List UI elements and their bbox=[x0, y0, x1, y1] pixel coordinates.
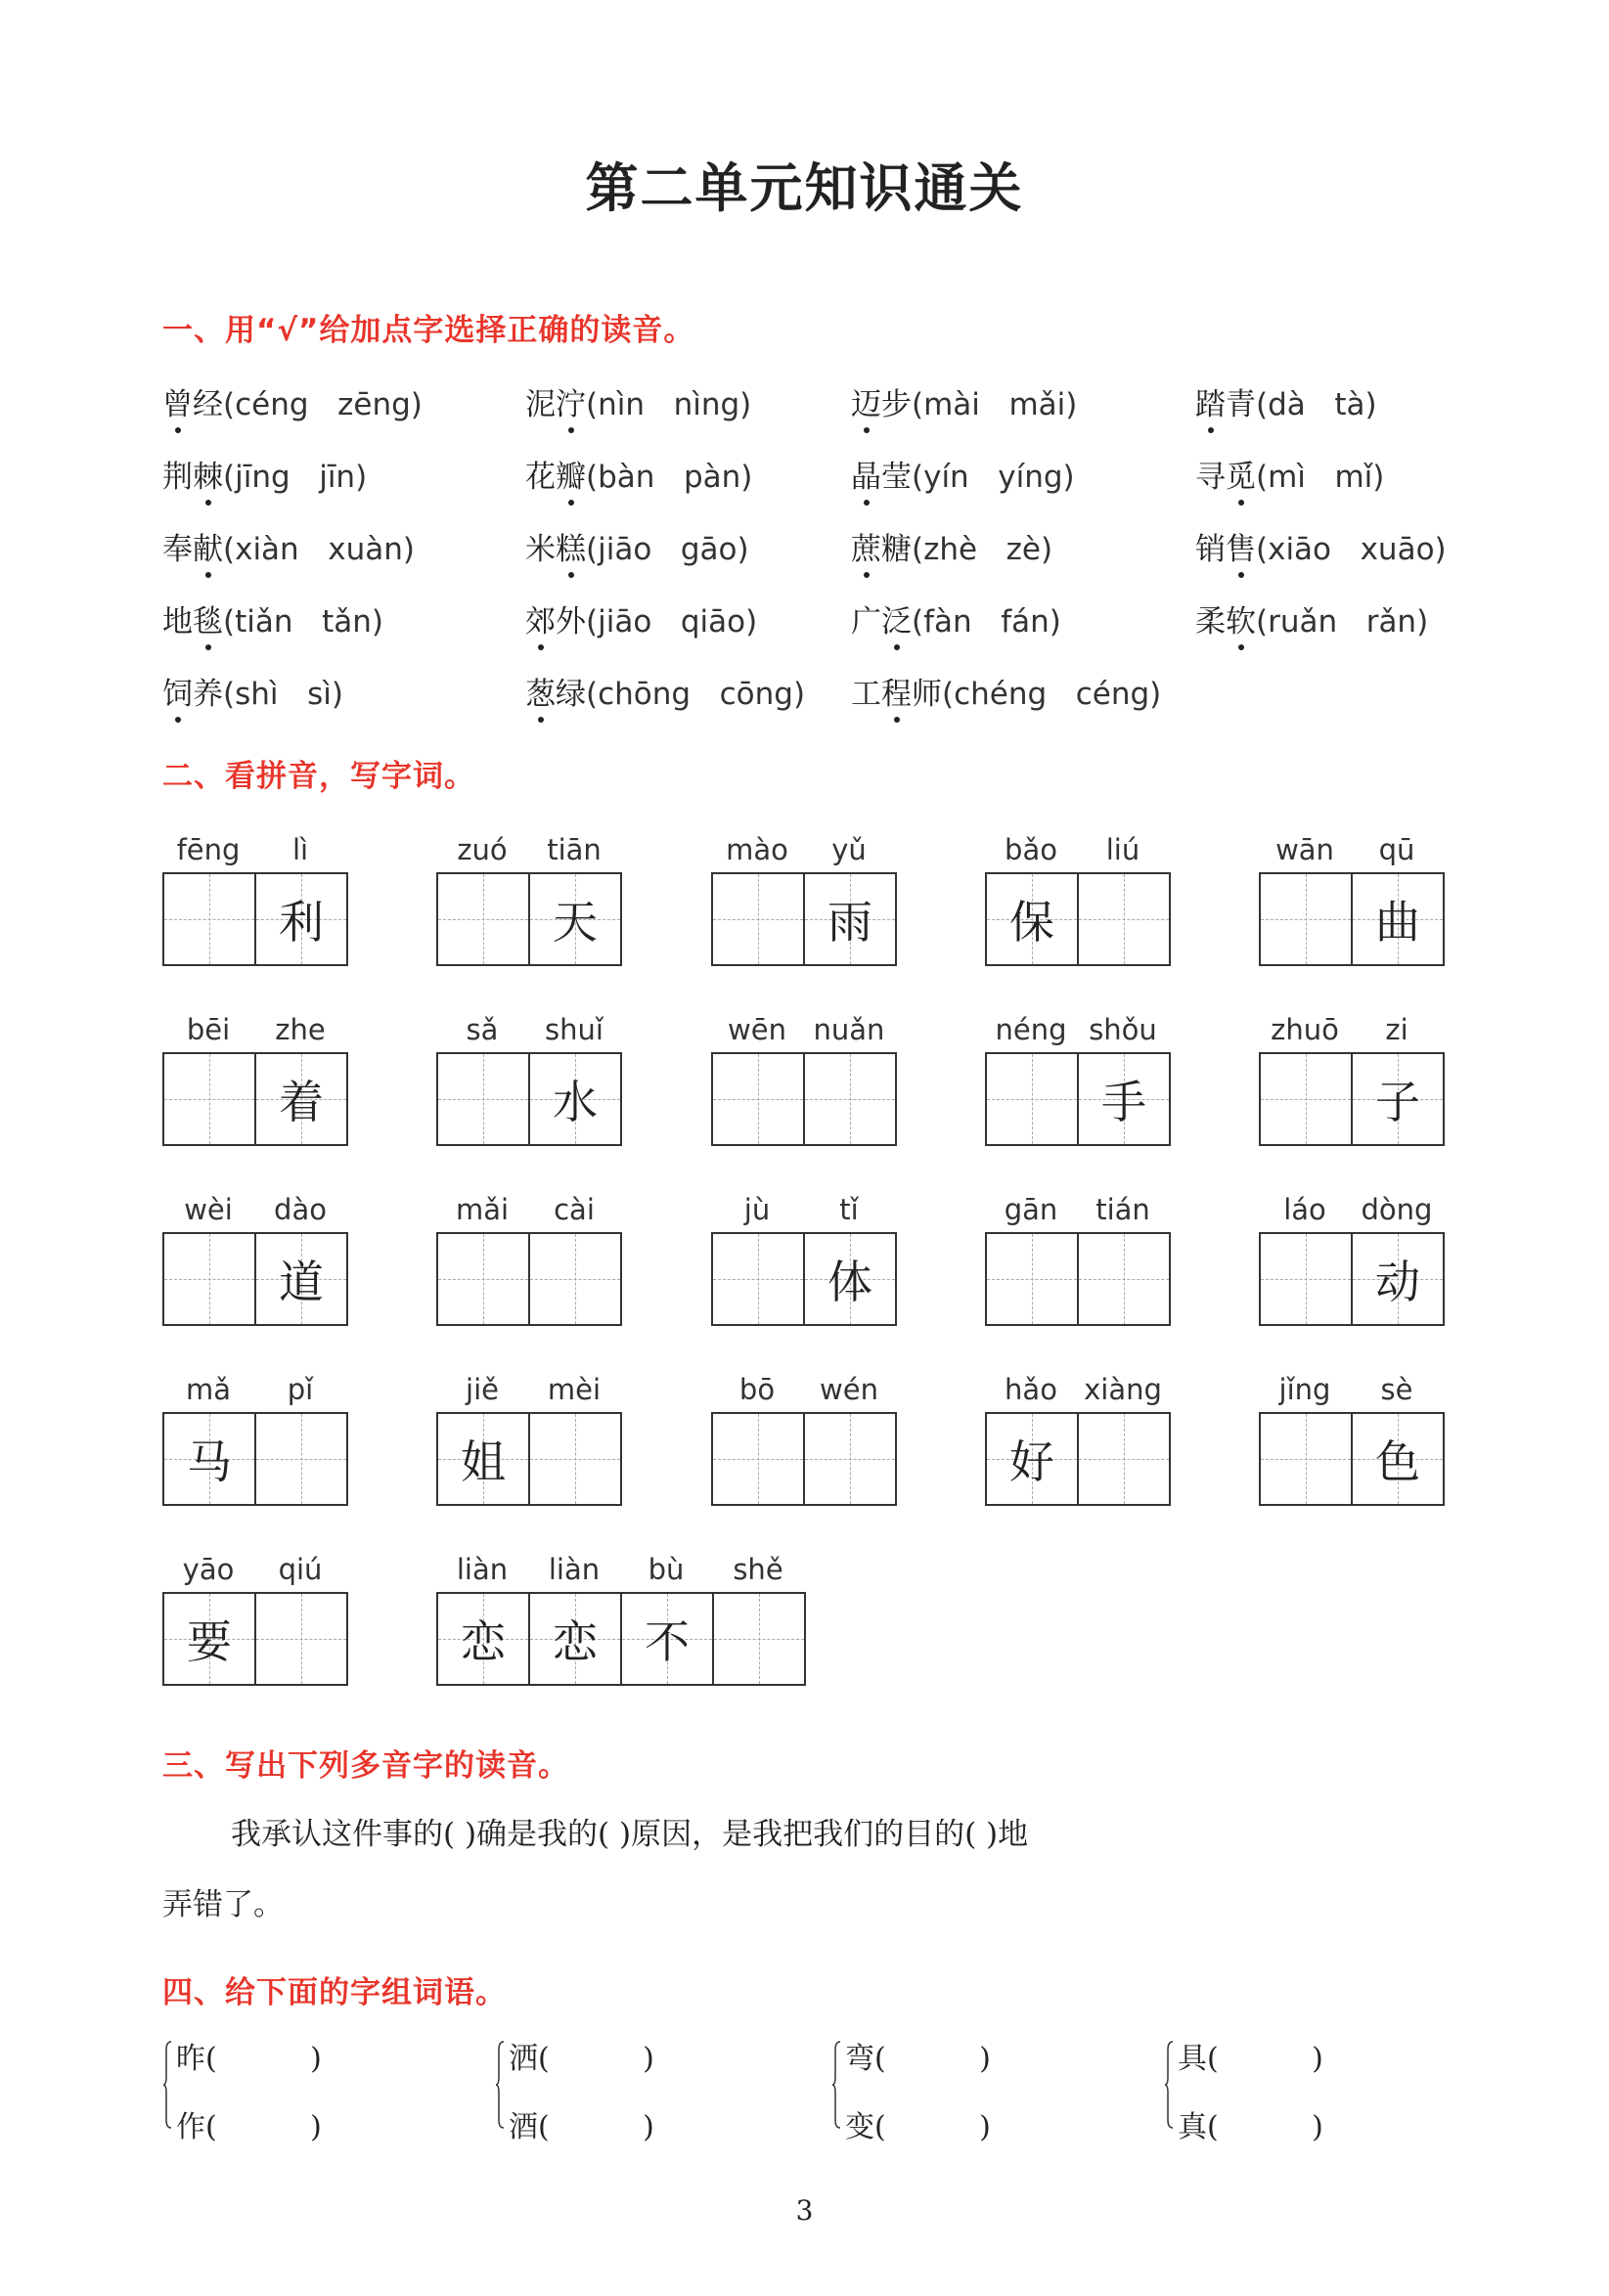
pinyin-label: tiān bbox=[547, 833, 602, 866]
pinyin-label: xiàng bbox=[1084, 1373, 1162, 1406]
word-group bbox=[176, 2036, 322, 2173]
writing-grid-group bbox=[436, 1013, 622, 1146]
writing-grid-group bbox=[985, 833, 1171, 966]
dotted-char: 葱 bbox=[525, 669, 556, 713]
writing-grid-group bbox=[1259, 1013, 1445, 1146]
pinyin-label: gān bbox=[1004, 1193, 1058, 1226]
grid-cell-blank[interactable] bbox=[164, 874, 256, 964]
pinyin-options: (jiāo gāo) bbox=[586, 532, 749, 567]
grid-cell-filled bbox=[805, 874, 895, 964]
tian-grid bbox=[436, 1232, 622, 1326]
grid-cell-blank[interactable] bbox=[530, 1234, 620, 1324]
pinyin-label: shě bbox=[733, 1553, 783, 1586]
pinyin-row bbox=[1259, 1013, 1445, 1052]
pinyin-label: yǔ bbox=[831, 833, 867, 866]
pinyin-label: dòng bbox=[1361, 1193, 1433, 1226]
dotted-char: 瓣 bbox=[556, 452, 586, 496]
dotted-char: 觅 bbox=[1226, 452, 1256, 496]
pinyin-label: jǐng bbox=[1278, 1373, 1331, 1406]
pinyin-choice-item bbox=[162, 452, 367, 496]
dotted-char: 饲 bbox=[162, 669, 193, 713]
grid-char: 恋 bbox=[461, 1615, 506, 1668]
word-group-top: 昨( ) bbox=[176, 2042, 322, 2076]
pinyin-label: liàn bbox=[548, 1553, 601, 1586]
pinyin-label: jiě bbox=[466, 1373, 499, 1406]
dotted-char: 糕 bbox=[556, 524, 586, 568]
pinyin-choice-item bbox=[525, 596, 757, 640]
word-char: 泥 bbox=[525, 387, 556, 422]
grid-cell-filled bbox=[1353, 874, 1443, 964]
writing-grid-group bbox=[985, 1013, 1171, 1146]
grid-char: 姐 bbox=[461, 1435, 506, 1488]
grid-cell-blank[interactable] bbox=[713, 1234, 805, 1324]
grid-cell-blank[interactable] bbox=[1079, 874, 1169, 964]
tian-grid bbox=[162, 1592, 348, 1686]
pinyin-label: láo bbox=[1283, 1193, 1326, 1226]
pinyin-choice-item bbox=[851, 524, 1052, 568]
brace-icon bbox=[495, 2040, 505, 2130]
grid-cell-filled bbox=[530, 874, 620, 964]
pinyin-options: (chéng céng) bbox=[942, 677, 1162, 712]
writing-grid-group bbox=[162, 1553, 348, 1686]
pinyin-choice-item bbox=[851, 452, 1075, 496]
grid-cell-filled bbox=[987, 1414, 1079, 1504]
tian-grid bbox=[985, 1232, 1171, 1326]
grid-char: 要 bbox=[187, 1615, 232, 1668]
word-char: 荆 bbox=[162, 460, 193, 495]
word-char: 养 bbox=[193, 677, 223, 712]
pinyin-choice-item bbox=[1195, 596, 1428, 640]
pinyin-options: (nìn nìng) bbox=[586, 387, 752, 422]
pinyin-choice-item bbox=[525, 524, 749, 568]
word-group-top: 具( ) bbox=[1178, 2042, 1323, 2076]
grid-char: 子 bbox=[1375, 1076, 1420, 1128]
dotted-char: 棘 bbox=[193, 452, 223, 496]
grid-cell-blank[interactable] bbox=[1079, 1234, 1169, 1324]
pinyin-label: yāo bbox=[182, 1553, 235, 1586]
tian-grid bbox=[436, 1052, 622, 1146]
word-char: 莹 bbox=[881, 460, 912, 495]
pinyin-choice-item bbox=[525, 669, 805, 713]
grid-char: 雨 bbox=[827, 896, 872, 949]
grid-char: 利 bbox=[279, 896, 324, 949]
brace-icon bbox=[162, 2040, 172, 2130]
grid-cell-blank[interactable] bbox=[1261, 1054, 1353, 1144]
word-group-bottom: 真( ) bbox=[1178, 2110, 1323, 2144]
pinyin-label: shuǐ bbox=[545, 1013, 603, 1046]
grid-cell-filled bbox=[438, 1594, 530, 1684]
grid-char: 天 bbox=[553, 896, 598, 949]
word-group-bottom: 变( ) bbox=[845, 2110, 991, 2144]
pinyin-label: pǐ bbox=[287, 1373, 314, 1406]
pinyin-row bbox=[985, 1373, 1171, 1412]
pinyin-label: lì bbox=[291, 833, 309, 866]
grid-char: 色 bbox=[1375, 1435, 1420, 1488]
grid-char: 动 bbox=[1375, 1256, 1420, 1308]
pinyin-row bbox=[985, 1013, 1171, 1052]
pinyin-label: mǎi bbox=[455, 1193, 510, 1226]
pinyin-label: sǎ bbox=[466, 1013, 499, 1046]
grid-cell-blank[interactable] bbox=[713, 1414, 805, 1504]
tian-grid bbox=[436, 872, 622, 966]
grid-cell-filled bbox=[1353, 1234, 1443, 1324]
writing-grid-group bbox=[162, 1013, 348, 1146]
grid-char: 曲 bbox=[1375, 896, 1420, 949]
pinyin-row bbox=[162, 1013, 348, 1052]
grid-cell-blank[interactable] bbox=[164, 1234, 256, 1324]
pinyin-label: zuó bbox=[457, 833, 508, 866]
tian-grid bbox=[436, 1592, 806, 1686]
dotted-char: 售 bbox=[1226, 524, 1256, 568]
pinyin-label: wén bbox=[820, 1373, 878, 1406]
tian-grid bbox=[1259, 1232, 1445, 1326]
section-2-heading: 二、看拼音，写字词。 bbox=[162, 759, 475, 794]
grid-cell-filled bbox=[530, 1054, 620, 1144]
pinyin-options: (jīng jīn) bbox=[223, 460, 368, 495]
grid-cell-blank[interactable] bbox=[987, 1054, 1079, 1144]
grid-char: 恋 bbox=[553, 1615, 598, 1668]
dotted-char: 晶 bbox=[851, 452, 881, 496]
pinyin-options: (bàn pàn) bbox=[586, 460, 753, 495]
word-char: 柔 bbox=[1195, 604, 1226, 640]
pinyin-row bbox=[162, 1553, 348, 1592]
dotted-char: 郊 bbox=[525, 596, 556, 640]
word-char: 工 bbox=[851, 677, 881, 712]
grid-char: 马 bbox=[187, 1435, 232, 1488]
grid-cell-blank[interactable] bbox=[530, 1414, 620, 1504]
pinyin-label: mǎ bbox=[185, 1373, 232, 1406]
pinyin-row bbox=[711, 833, 897, 872]
word-char: 经 bbox=[193, 387, 223, 422]
word-char: 绿 bbox=[556, 677, 586, 712]
word-group-bottom: 酒( ) bbox=[509, 2110, 654, 2144]
pinyin-row bbox=[162, 833, 348, 872]
pinyin-options: (mài mǎi) bbox=[912, 387, 1078, 422]
pinyin-label: liàn bbox=[456, 1553, 509, 1586]
pinyin-choice-item bbox=[1195, 524, 1447, 568]
writing-grid-group bbox=[1259, 833, 1445, 966]
section-1-heading: 一、用“√”给加点字选择正确的读音。 bbox=[162, 313, 695, 348]
word-group-top: 洒( ) bbox=[509, 2042, 654, 2076]
writing-grid-group bbox=[711, 1193, 897, 1326]
word-char: 步 bbox=[881, 387, 912, 422]
dotted-char: 迈 bbox=[851, 379, 881, 423]
grid-char: 手 bbox=[1101, 1076, 1146, 1128]
dotted-char: 泛 bbox=[881, 596, 912, 640]
pinyin-label: shǒu bbox=[1089, 1013, 1157, 1046]
tian-grid bbox=[1259, 1052, 1445, 1146]
grid-cell-blank[interactable] bbox=[438, 1234, 530, 1324]
grid-cell-blank[interactable] bbox=[1261, 874, 1353, 964]
grid-cell-filled bbox=[256, 1054, 346, 1144]
pinyin-label: bēi bbox=[186, 1013, 231, 1046]
grid-cell-blank[interactable] bbox=[164, 1054, 256, 1144]
grid-cell-blank[interactable] bbox=[805, 1054, 895, 1144]
writing-grid-group bbox=[711, 833, 897, 966]
tian-grid bbox=[162, 1052, 348, 1146]
pinyin-choice-item bbox=[1195, 452, 1384, 496]
writing-grid-group bbox=[436, 1553, 806, 1686]
grid-cell-blank[interactable] bbox=[805, 1414, 895, 1504]
grid-cell-filled bbox=[256, 1234, 346, 1324]
dotted-char: 程 bbox=[881, 669, 912, 713]
pinyin-choice-item bbox=[851, 379, 1077, 423]
tian-grid bbox=[985, 1412, 1171, 1506]
grid-cell-filled bbox=[164, 1414, 256, 1504]
pinyin-options: (tiǎn tǎn) bbox=[223, 604, 383, 640]
grid-cell-blank[interactable] bbox=[1261, 1414, 1353, 1504]
brace-icon bbox=[831, 2040, 841, 2130]
pinyin-label: zhuō bbox=[1271, 1013, 1339, 1046]
word-char: 米 bbox=[525, 532, 556, 567]
pinyin-label: néng bbox=[995, 1013, 1067, 1046]
grid-cell-filled bbox=[1079, 1054, 1169, 1144]
word-group-top: 弯( ) bbox=[845, 2042, 991, 2076]
pinyin-choice-item bbox=[162, 669, 343, 713]
section-3-heading: 三、写出下列多音字的读音。 bbox=[162, 1748, 569, 1784]
dotted-char: 踏 bbox=[1195, 379, 1226, 423]
pinyin-options: (zhè zè) bbox=[912, 532, 1053, 567]
page-title: 第二单元知识通关 bbox=[585, 156, 1024, 219]
pinyin-label: fēng bbox=[176, 833, 241, 866]
pinyin-label: jù bbox=[743, 1193, 771, 1226]
pinyin-row bbox=[436, 833, 622, 872]
tian-grid bbox=[162, 1412, 348, 1506]
pinyin-label: tǐ bbox=[839, 1193, 859, 1226]
pinyin-options: (jiāo qiāo) bbox=[586, 604, 758, 640]
writing-grid-group bbox=[1259, 1373, 1445, 1506]
pinyin-row bbox=[436, 1193, 622, 1232]
pinyin-options: (shì sì) bbox=[223, 677, 343, 712]
grid-cell-filled bbox=[530, 1594, 622, 1684]
pinyin-options: (chōng cōng) bbox=[586, 677, 806, 712]
grid-char: 保 bbox=[1009, 896, 1054, 949]
writing-grid-group bbox=[711, 1373, 897, 1506]
brace-icon bbox=[1164, 2040, 1174, 2130]
writing-grid-group bbox=[711, 1013, 897, 1146]
grid-cell-filled bbox=[805, 1234, 895, 1324]
pinyin-row bbox=[162, 1193, 348, 1232]
pinyin-options: (mì mǐ) bbox=[1256, 460, 1385, 495]
polyphone-sentence-end: 弄错了。 bbox=[162, 1887, 284, 1922]
tian-grid bbox=[985, 872, 1171, 966]
pinyin-row bbox=[436, 1373, 622, 1412]
pinyin-label: liú bbox=[1105, 833, 1140, 866]
writing-grid-group bbox=[162, 833, 348, 966]
pinyin-choice-item bbox=[162, 524, 415, 568]
writing-grid-group bbox=[162, 1373, 348, 1506]
tian-grid bbox=[1259, 872, 1445, 966]
grid-cell-blank[interactable] bbox=[714, 1594, 804, 1684]
word-char: 地 bbox=[162, 604, 193, 640]
grid-cell-blank[interactable] bbox=[438, 1054, 530, 1144]
tian-grid bbox=[711, 1412, 897, 1506]
polyphone-sentence bbox=[231, 1809, 1028, 1853]
pinyin-options: (xiāo xuāo) bbox=[1256, 532, 1447, 567]
pinyin-label: sè bbox=[1380, 1373, 1413, 1406]
pinyin-row bbox=[1259, 1373, 1445, 1412]
pinyin-label: bō bbox=[738, 1373, 776, 1406]
word-char: 销 bbox=[1195, 532, 1226, 567]
pinyin-row bbox=[711, 1013, 897, 1052]
dotted-char: 曾 bbox=[162, 379, 193, 423]
writing-grid-group bbox=[985, 1193, 1171, 1326]
word-group bbox=[1178, 2036, 1323, 2173]
pinyin-row bbox=[436, 1553, 806, 1592]
pinyin-label: qiú bbox=[278, 1553, 323, 1586]
pinyin-choice-item bbox=[162, 596, 383, 640]
pinyin-label: hǎo bbox=[1005, 1373, 1057, 1406]
pinyin-choice-item bbox=[162, 379, 423, 423]
tian-grid bbox=[162, 872, 348, 966]
tian-grid bbox=[436, 1412, 622, 1506]
grid-cell-blank[interactable] bbox=[256, 1594, 346, 1684]
grid-cell-filled bbox=[1353, 1414, 1443, 1504]
word-group-bottom: 作( ) bbox=[176, 2110, 322, 2144]
pinyin-label: cài bbox=[554, 1193, 595, 1226]
grid-cell-blank[interactable] bbox=[1079, 1414, 1169, 1504]
pinyin-label: wèi bbox=[184, 1193, 233, 1226]
grid-cell-filled bbox=[1353, 1054, 1443, 1144]
pinyin-choice-item bbox=[525, 379, 751, 423]
grid-char: 水 bbox=[553, 1076, 598, 1128]
word-char: 青 bbox=[1226, 387, 1256, 422]
grid-cell-filled bbox=[987, 874, 1079, 964]
pinyin-options: (fàn fán) bbox=[912, 604, 1061, 640]
grid-cell-blank[interactable] bbox=[256, 1414, 346, 1504]
pinyin-label: zi bbox=[1385, 1013, 1408, 1046]
word-group bbox=[509, 2036, 654, 2173]
grid-cell-blank[interactable] bbox=[438, 874, 530, 964]
grid-cell-blank[interactable] bbox=[713, 1054, 805, 1144]
grid-char: 好 bbox=[1009, 1435, 1054, 1488]
word-char: 寻 bbox=[1195, 460, 1226, 495]
pinyin-choice-item bbox=[525, 452, 752, 496]
grid-char: 着 bbox=[279, 1076, 324, 1128]
word-char: 广 bbox=[851, 604, 881, 640]
pinyin-label: wēn bbox=[728, 1013, 786, 1046]
sentence-part-1: 我承认这件事的( )确是我的( )原因，是我把我们的目的( )地 bbox=[231, 1817, 1029, 1852]
tian-grid bbox=[162, 1232, 348, 1326]
grid-cell-blank[interactable] bbox=[713, 874, 805, 964]
word-char: 外 bbox=[556, 604, 586, 640]
pinyin-row bbox=[162, 1373, 348, 1412]
pinyin-options: (xiàn xuàn) bbox=[223, 532, 415, 567]
grid-cell-blank[interactable] bbox=[1261, 1234, 1353, 1324]
writing-grid-group bbox=[436, 1193, 622, 1326]
writing-grid-group bbox=[1259, 1193, 1445, 1326]
pinyin-label: tián bbox=[1095, 1193, 1150, 1226]
pinyin-options: (yín yíng) bbox=[912, 460, 1075, 495]
pinyin-label: qū bbox=[1378, 833, 1415, 866]
pinyin-row bbox=[711, 1373, 897, 1412]
grid-cell-filled bbox=[164, 1594, 256, 1684]
tian-grid bbox=[711, 1232, 897, 1326]
grid-cell-filled bbox=[438, 1414, 530, 1504]
tian-grid bbox=[711, 872, 897, 966]
grid-char: 不 bbox=[645, 1615, 690, 1668]
pinyin-row bbox=[1259, 1193, 1445, 1232]
pinyin-choice-item bbox=[851, 596, 1061, 640]
dotted-char: 软 bbox=[1226, 596, 1256, 640]
writing-grid-group bbox=[162, 1193, 348, 1326]
dotted-char: 毯 bbox=[193, 596, 223, 640]
pinyin-label: nuǎn bbox=[813, 1013, 885, 1046]
pinyin-label: dào bbox=[274, 1193, 327, 1226]
grid-char: 体 bbox=[827, 1256, 872, 1308]
word-char: 花 bbox=[525, 460, 556, 495]
section-4-heading: 四、给下面的字组词语。 bbox=[162, 1975, 507, 2010]
grid-char: 道 bbox=[279, 1256, 324, 1308]
pinyin-options: (ruǎn rǎn) bbox=[1256, 604, 1429, 640]
dotted-char: 献 bbox=[193, 524, 223, 568]
pinyin-label: mào bbox=[726, 833, 788, 866]
pinyin-label: zhe bbox=[275, 1013, 326, 1046]
dotted-char: 蔗 bbox=[851, 524, 881, 568]
tian-grid bbox=[985, 1052, 1171, 1146]
writing-grid-group bbox=[985, 1373, 1171, 1506]
writing-grid-group bbox=[436, 833, 622, 966]
tian-grid bbox=[1259, 1412, 1445, 1506]
pinyin-options: (dà tà) bbox=[1256, 387, 1377, 422]
pinyin-row bbox=[1259, 833, 1445, 872]
pinyin-label: bù bbox=[648, 1553, 685, 1586]
writing-grid-group bbox=[436, 1373, 622, 1506]
pinyin-label: bǎo bbox=[1005, 833, 1057, 866]
tian-grid bbox=[711, 1052, 897, 1146]
grid-cell-filled bbox=[256, 874, 346, 964]
pinyin-row bbox=[985, 833, 1171, 872]
word-char: 糖 bbox=[881, 532, 912, 567]
page-number: 3 bbox=[795, 2194, 814, 2227]
grid-cell-filled bbox=[622, 1594, 714, 1684]
pinyin-options: (céng zēng) bbox=[223, 387, 423, 422]
pinyin-row bbox=[985, 1193, 1171, 1232]
pinyin-row bbox=[436, 1013, 622, 1052]
word-char: 奉 bbox=[162, 532, 193, 567]
pinyin-label: wān bbox=[1275, 833, 1334, 866]
pinyin-choice-item bbox=[1195, 379, 1377, 423]
word-char: 师 bbox=[912, 677, 942, 712]
grid-cell-blank[interactable] bbox=[987, 1234, 1079, 1324]
pinyin-choice-item bbox=[851, 669, 1161, 713]
word-group bbox=[845, 2036, 991, 2173]
pinyin-label: mèi bbox=[547, 1373, 602, 1406]
dotted-char: 泞 bbox=[556, 379, 586, 423]
pinyin-row bbox=[711, 1193, 897, 1232]
